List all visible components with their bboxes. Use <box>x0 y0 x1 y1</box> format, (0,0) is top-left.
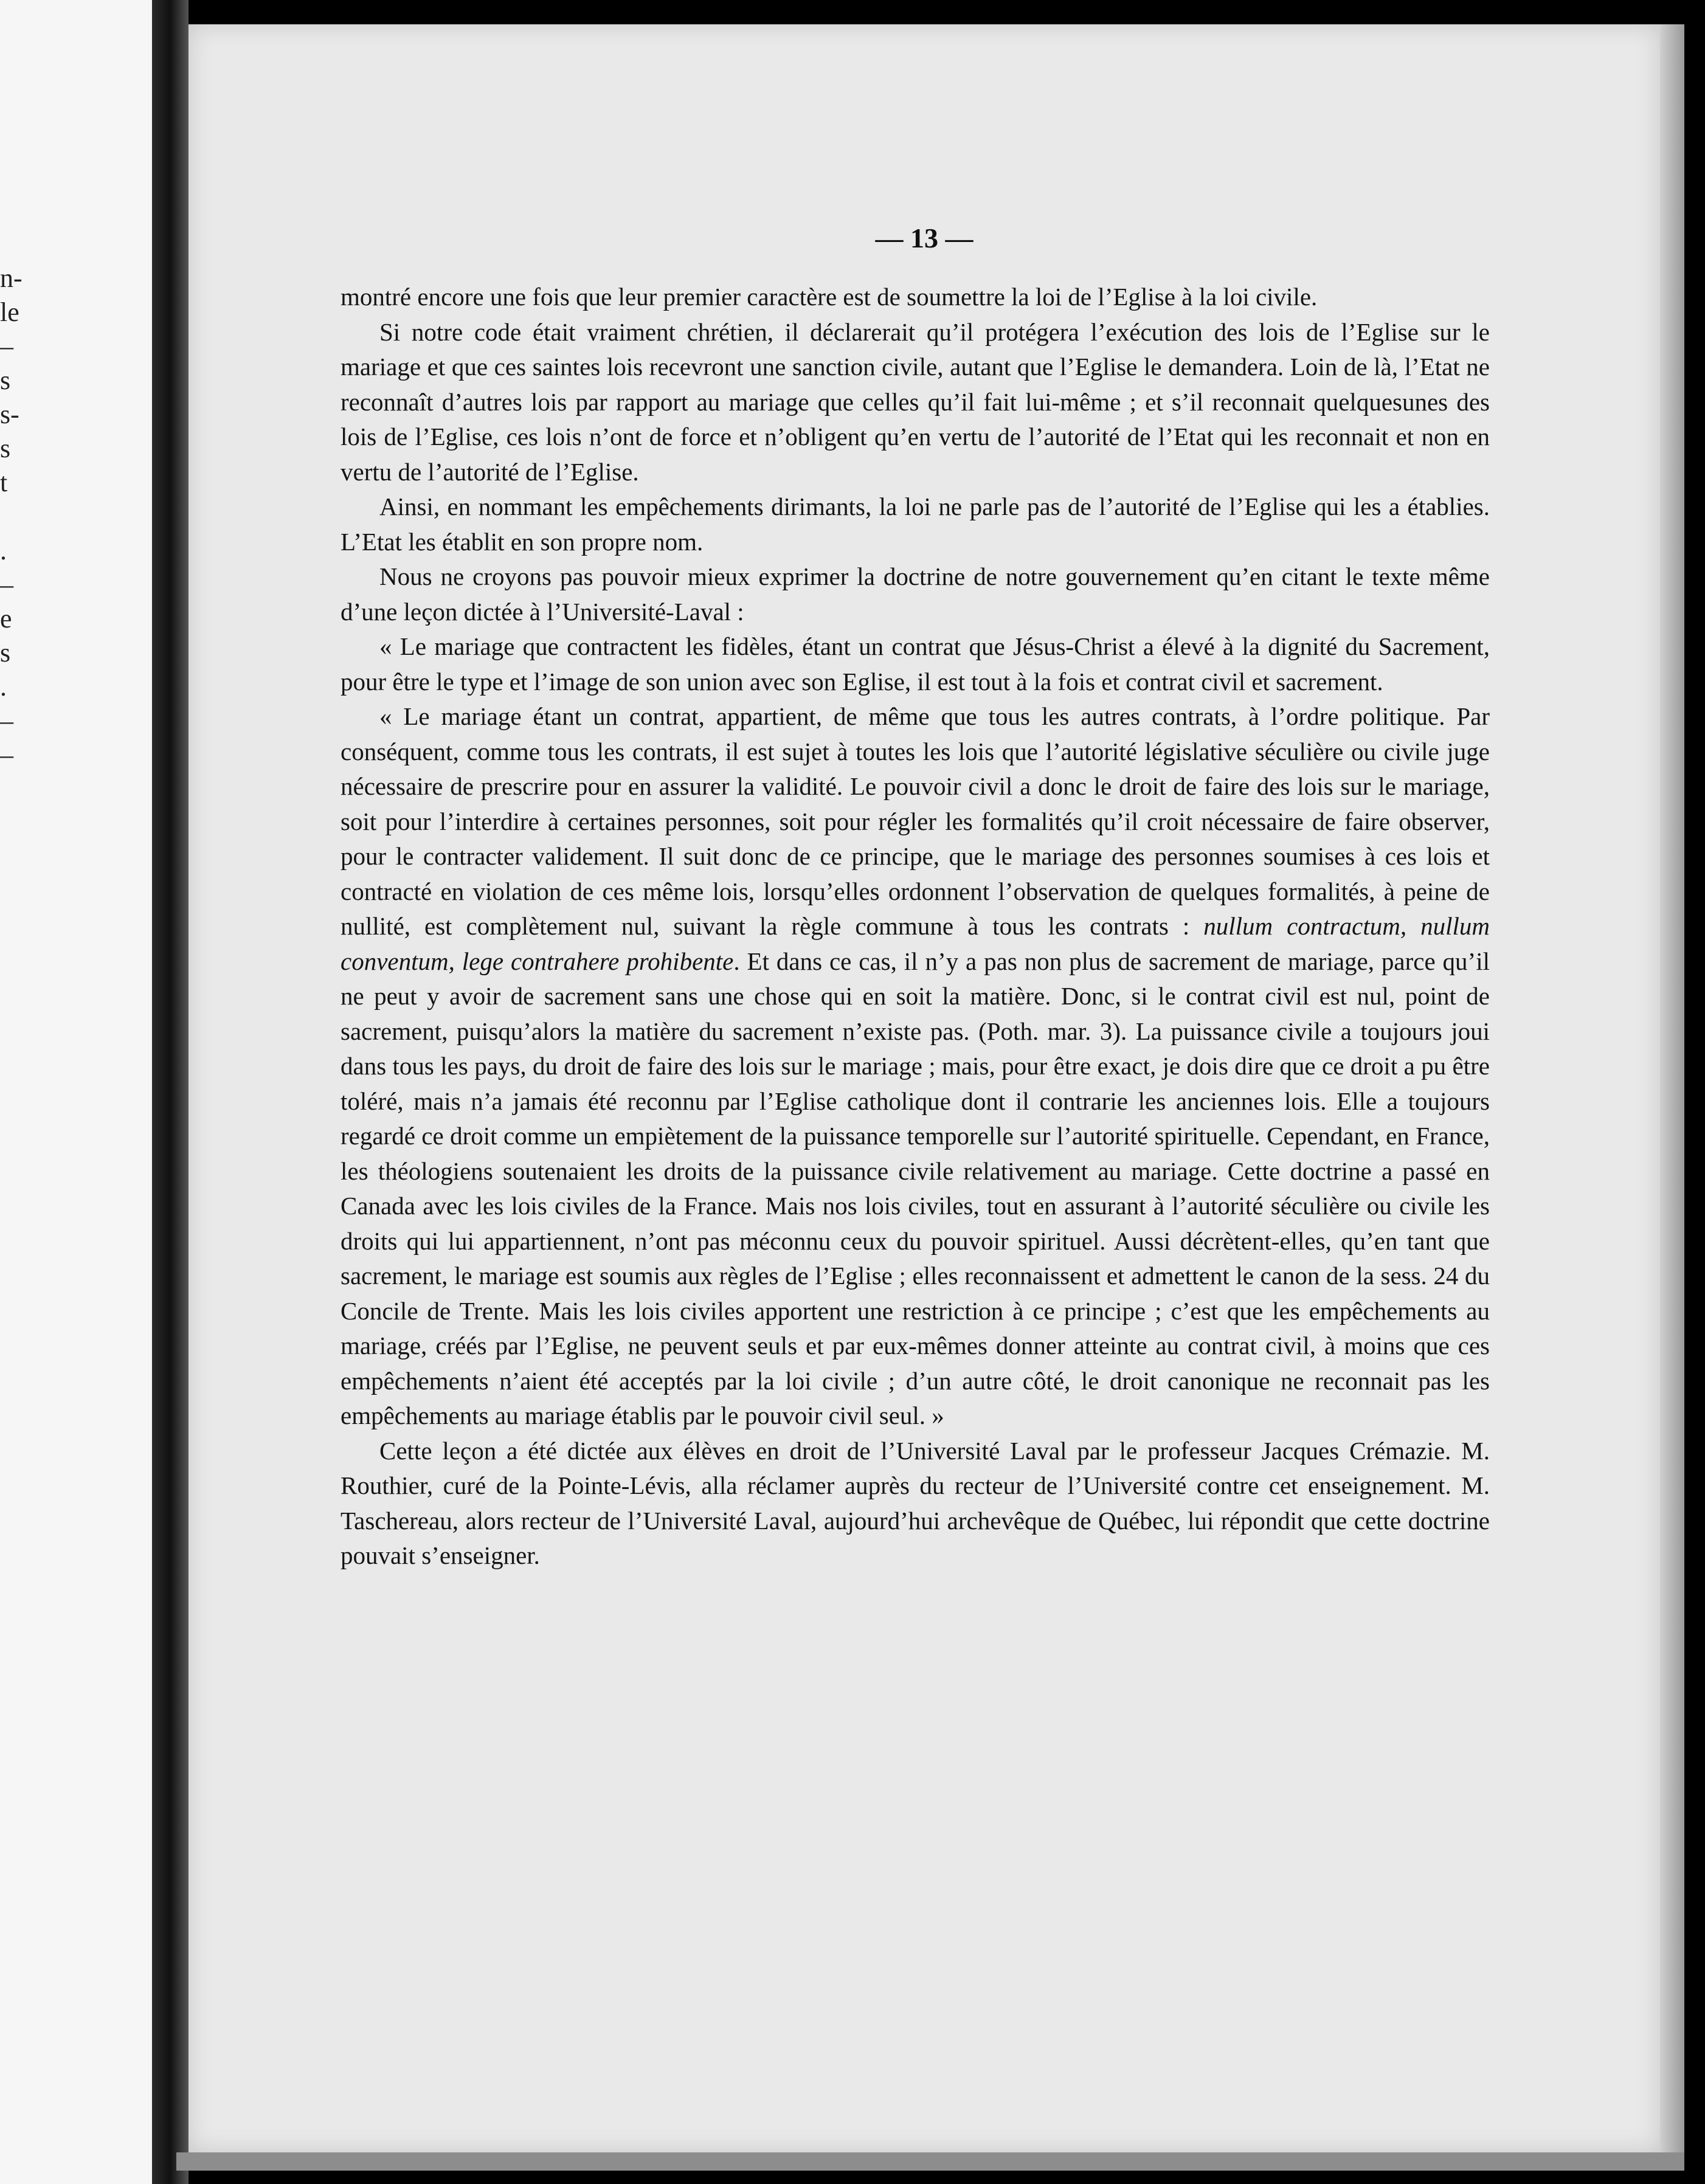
latin-maxim: nullum contractum, nullum conventum, lege contrahere prohibente <box>341 912 1490 975</box>
left-page-edge-fragments: n- le – s s- s t . – e s . – – <box>0 263 22 770</box>
quote-text-after: . Et dans ce cas, il n’y a pas non plus de sacrement de mariage, parce qu’il ne peut y avoir de sacrement sans une chose qui en soit la matière. Donc, si le contrat civil est nul, point de sacrement, puisqu’alors la matière du sacrement n’existe pas. (Poth. mar. 3). La puissance civile a toujours joui dans tous les pays, du droit de faire des lois sur le mariage ; mais, pour être exact, je dois dire que ce droit a pu être toléré, mais n’a jamais été reconnu par l’Eglise catholique dont il contrarie les anciennes lois. Elle a toujours regardé ce droit comme un empiètement de la puissance temporelle sur l’autorité spirituelle. Cependant, en France, les théologiens soutenaient les droits de la puissance civile relativement au mariage. Cette doctrine a passé en Canada avec les lois civiles de la France. Mais nos lois civiles, tout en assurant à l’autorité séculière ou civile les droits qui lui appartiennent, n’ont pas méconnu ceux du pouvoir spirituel. Aussi décrètent-elles, qu’en tant que sacrement, le mariage est soumis aux règles de l’Eglise ; elles reconnaissent et admettent le canon de la sess. 24 du Concile de Trente. Mais les lois civiles apportent une restriction à ce principe ; c’est que les empêchements au mariage, créés par l’Eglise, ne peuvent seuls et par eux-mêmes donner atteinte au contrat civil, à moins que ces empêchements n’aient été acceptés par la loi civile ; d’un autre côté, le droit canonique ne reconnait pas les empêchements au mariage établis par le pouvoir civil seul. » <box>341 947 1490 1429</box>
paragraph-1: montré encore une fois que leur premier caractère est de soumettre la loi de l’Eglise à la loi civile. <box>341 283 1318 311</box>
quote-paragraph-1: « Le mariage que contractent les fidèles, étant un contrat que Jésus-Christ a élevé à la dignité du Sacrement, pour être le type et l’image de son union avec son Eglise, il est tout à la fois et contrat civil et sacrement. <box>341 632 1490 696</box>
paragraph-4: Nous ne croyons pas pouvoir mieux exprimer la doctrine de notre gouvernement qu’en citant le texte même d’une leçon dictée à l’Université-Laval : <box>341 562 1490 626</box>
body-text <box>341 280 1490 1574</box>
book-spine <box>152 0 188 2184</box>
paragraph-3: Ainsi, en nommant les empêchements dirimants, la loi ne parle pas de l’autorité de l’Eglise qui les a établies. L’Etat les établit en son propre nom. <box>341 492 1490 556</box>
facing-left-page <box>0 0 152 2184</box>
page-stack-edge <box>1660 24 1684 2152</box>
paragraph-2: Si notre code était vraiment chrétien, il déclarerait qu’il protégera l’exécution des lois de l’Eglise sur le mariage et que ces saintes lois recevront une sanction civile, autant que l’Eglise le demandera. Loin de là, l’Etat ne reconnaît d’autres lois par rapport au mariage que celles qu’il fait lui-même ; et s’il reconnait quelquesunes des lois de l’Eglise, ces lois n’ont de force et n’obligent qu’en vertu de l’autorité de l’Etat qui les reconnait et non en vertu de l’autorité de l’Eglise. <box>341 317 1490 486</box>
quote-text-before: « Le mariage étant un contrat, appartient, de même que tous les autres contrats, à l’ordre politique. Par conséquent, comme tous les contrats, il est sujet à toutes les lois que l’autorité législative séculière ou civile juge nécessaire de prescrire pour en assurer la validité. Le pouvoir civil a donc le droit de faire des lois sur le mariage, soit pour l’interdire à certaines personnes, soit pour régler les formalités qu’il croit nécessaire de faire observer, pour le contracter validement. Il suit donc de ce principe, que le mariage des personnes soumises à ces lois et contracté en violation de ces même lois, lorsqu’elles ordonnent l’observation de quelques formalités, à peine de nullité, est complètement nul, suivant la règle commune à tous les contrats : <box>341 702 1490 940</box>
quote-paragraph-2 <box>341 699 1490 1434</box>
page-13 <box>188 24 1660 2152</box>
page-number: — 13 — <box>875 223 974 254</box>
page-bottom-edge <box>176 2152 1684 2171</box>
paragraph-closing: Cette leçon a été dictée aux élèves en droit de l’Université Laval par le professeur Jacques Crémazie. M. Routhier, curé de la Pointe-Lévis, alla réclamer auprès du recteur de l’Université contre cet enseignement. M. Taschereau, alors recteur de l’Université Laval, aujourd’hui archevêque de Québec, lui répondit que cette doctrine pouvait s’enseigner. <box>341 1436 1490 1569</box>
